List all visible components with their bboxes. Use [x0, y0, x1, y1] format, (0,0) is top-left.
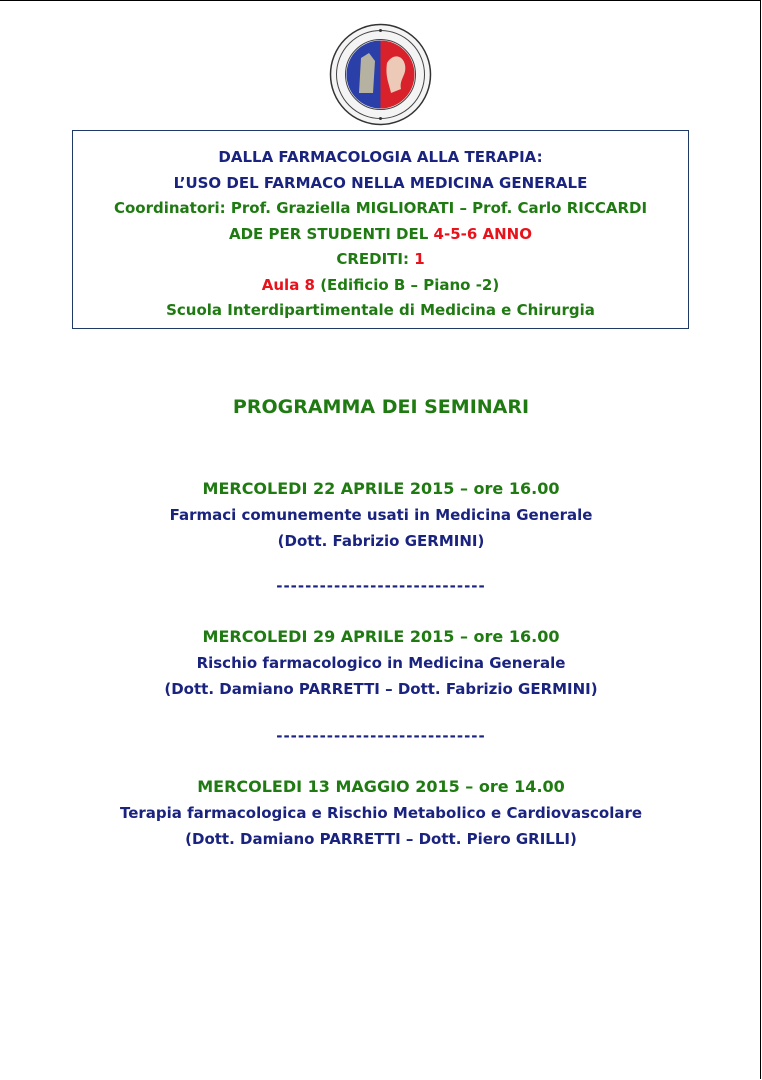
- seminar-topic: Terapia farmacologica e Rischio Metabolico e Cardiovascolare: [119, 804, 643, 822]
- ade-prefix: ADE PER STUDENTI DEL: [229, 224, 434, 243]
- coordinators: Coordinatori: Prof. Graziella MIGLIORATI – Prof. Carlo RICCARDI: [113, 199, 648, 217]
- seminar-date: MERCOLEDI 13 MAGGIO 2015 – ore 14.00: [197, 777, 565, 796]
- program-title: PROGRAMMA DEI SEMINARI: [232, 396, 530, 418]
- seminar-speakers: (Dott. Damiano PARRETTI – Dott. Piero GRILLI): [185, 830, 577, 848]
- credits-line: [73, 247, 688, 273]
- course-info-box: [72, 130, 689, 329]
- ade-years: 4-5-6: [433, 224, 478, 243]
- room-line: [73, 273, 688, 299]
- seminar-item: [0, 476, 762, 554]
- school-name: Scuola Interdipartimentale di Medicina e Chirurgia: [166, 301, 595, 319]
- seminar-item: [0, 774, 762, 852]
- seminar-date: MERCOLEDI 22 APRILE 2015 – ore 16.00: [202, 479, 560, 498]
- seminar-speakers: (Dott. Damiano PARRETTI – Dott. Fabrizio GERMINI): [164, 680, 598, 698]
- room-label: Aula 8: [261, 275, 315, 294]
- university-seal-icon: [329, 23, 432, 126]
- separator: -----------------------------: [276, 577, 486, 595]
- course-title-line2: L’USO DEL FARMACO NELLA MEDICINA GENERALE: [173, 173, 588, 192]
- room-detail: (Edificio B – Piano -2): [314, 275, 500, 294]
- seminar-item: [0, 624, 762, 702]
- credits-value: 1: [414, 250, 425, 268]
- credits-label: CREDITI:: [336, 250, 415, 268]
- seminar-topic: Rischio farmacologico in Medicina Generale: [196, 654, 566, 672]
- seminar-topic: Farmaci comunemente usati in Medicina Generale: [169, 506, 593, 524]
- ade-students-line: [73, 222, 688, 248]
- seminar-date: MERCOLEDI 29 APRILE 2015 – ore 16.00: [202, 627, 560, 646]
- separator: -----------------------------: [276, 727, 486, 745]
- course-title-line1: DALLA FARMACOLOGIA ALLA TERAPIA:: [218, 148, 543, 166]
- seminar-speakers: (Dott. Fabrizio GERMINI): [277, 532, 485, 550]
- ade-suffix: ANNO: [477, 224, 532, 243]
